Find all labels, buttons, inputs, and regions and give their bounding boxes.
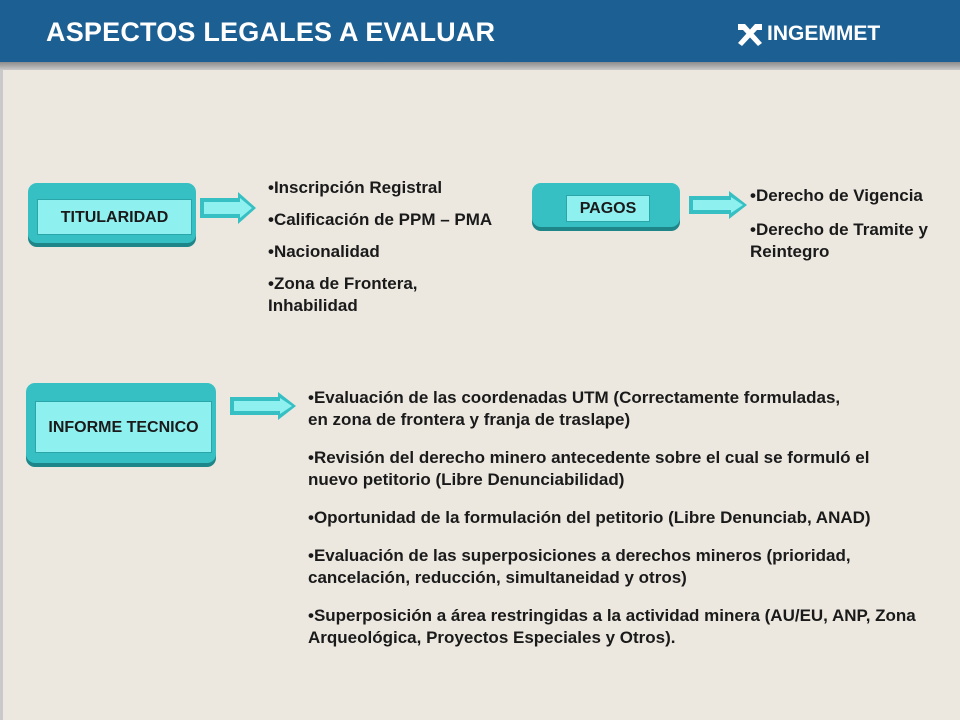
page-title: ASPECTOS LEGALES A EVALUAR xyxy=(46,17,496,47)
pagos-list xyxy=(750,185,958,263)
informe-tecnico-box xyxy=(26,383,216,463)
list-item: •Nacionalidad xyxy=(268,242,380,261)
list-item: •Superposición a área restringidas a la actividad minera (AU/EU, ANP, Zona Arqueológica, Proyectos Especiales y Otros). xyxy=(308,606,916,647)
list-item: •Derecho de Vigencia xyxy=(750,186,923,205)
pagos-box xyxy=(532,183,680,227)
list-item: •Zona de Frontera, Inhabilidad xyxy=(268,274,418,315)
list-item: •Oportunidad de la formulación del petitorio (Libre Denunciab, ANAD) xyxy=(308,508,871,527)
ingemmet-logo xyxy=(735,20,880,48)
informe-tecnico-label: INFORME TECNICO xyxy=(35,401,212,453)
arrow-right-icon xyxy=(198,190,258,226)
arrow-right-icon xyxy=(228,391,298,421)
titularidad-label: TITULARIDAD xyxy=(37,199,192,235)
list-item: •Evaluación de las superposiciones a derechos mineros (prioridad, cancelación, reducción, simultaneidad y otros) xyxy=(308,546,851,587)
list-item: •Inscripción Registral xyxy=(268,178,443,197)
left-divider xyxy=(0,70,3,720)
list-item: •Evaluación de las coordenadas UTM (Correctamente formuladas, en zona de frontera y franja de traslape) xyxy=(308,388,841,429)
titularidad-list xyxy=(268,177,538,317)
titularidad-box xyxy=(28,183,196,243)
pagos-label: PAGOS xyxy=(566,195,650,222)
arrow-right-icon xyxy=(687,190,749,220)
logo-text: INGEMMET xyxy=(767,22,881,45)
list-item: •Revisión del derecho minero antecedente sobre el cual se formuló el nuevo petitorio (Libre Denunciabilidad) xyxy=(308,448,870,489)
list-item: •Derecho de Tramite y Reintegro xyxy=(750,220,928,261)
informe-tecnico-list xyxy=(308,387,926,649)
header-divider xyxy=(0,62,960,70)
list-item: •Calificación de PPM – PMA xyxy=(268,210,493,229)
pickaxe-icon xyxy=(735,21,765,47)
